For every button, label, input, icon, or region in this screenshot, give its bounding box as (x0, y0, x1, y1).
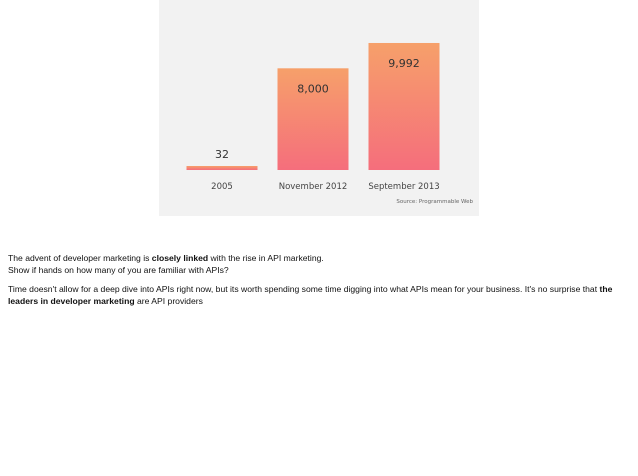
data-label: 8,000 (297, 82, 329, 96)
slide-chart-area (159, 0, 479, 216)
data-label: 9,992 (388, 56, 420, 70)
data-label: 32 (215, 148, 229, 161)
bar-2005 (187, 166, 258, 170)
notes-bold: closely linked (151, 253, 209, 263)
notes-text: The advent of developer marketing is (8, 253, 152, 263)
notes-bold: the leaders in developer marketing (8, 284, 613, 306)
notes-text: are API providers (134, 296, 203, 306)
bar-chart (159, 0, 479, 216)
notes-paragraph-1 (8, 252, 630, 276)
x-tick-label: September 2013 (368, 182, 440, 192)
notes-paragraph-2 (8, 283, 630, 307)
notes-text: Show if hands on how many of you are familiar with APIs? (8, 265, 229, 275)
x-tick-label: November 2012 (278, 182, 348, 192)
source-caption: Source: Programmable Web (396, 199, 473, 205)
chart-baseline-band (159, 172, 479, 216)
notes-text: Time doesn't allow for a deep dive into APIs right now, but its worth spending some time digging into what APIs mean for your business. It's no surprise that (8, 284, 600, 294)
speaker-notes (8, 252, 630, 314)
x-tick-label: 2005 (211, 182, 233, 192)
notes-text: with the rise in API marketing. (208, 253, 324, 263)
